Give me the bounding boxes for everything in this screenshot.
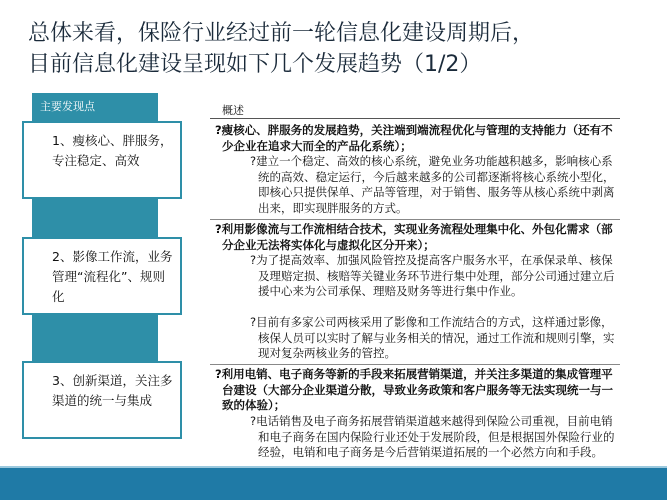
finding-box-1: 1、瘦核心、胖服务，专注稳定、高效 [22,121,182,199]
finding-box-3: 3、创新渠道，关注多渠道的统一与集成 [22,361,182,439]
section-divider-1 [210,219,620,220]
finding-box-2: 2、影像工作流，业务管理“流程化”、规则化 [22,237,182,315]
section-1-main-bullet: ?瘦核心、胖服务的发展趋势，关注端到端流程优化与管理的支持能力（还有不少企业在追求大而全的产品化系统）； [215,123,613,153]
overview-label: 概述 [222,104,244,117]
page-number: 4 [26,452,32,462]
section-3-main-bullet: ?利用电销、电子商务等新的手段来拓展营销渠道，并关注多渠道的集成管理平台建设（大部分企业渠道分散，导致业务政策和客户服务等无法实现统一与一致的体验）； [215,367,613,412]
slide-title [28,18,648,80]
footer-bar [0,468,667,500]
section-3-sub-bullet-1: ?电话销售及电子商务拓展营销渠道越来越得到保险公司重视，目前电销和电子商务在国内保险行业还处于发展阶段，但是根据国外保险行业的经验，电销和电子商务是今后营销渠道拓展的一个必然方向和手段。 [250,414,615,459]
section-2-sub-bullet-2: ?目前有多家公司两核采用了影像和工作流结合的方式，这样通过影像，核保人员可以实时了解与业务相关的情况，通过工作流和规则引擎，实现对复杂两核业务的管控。 [250,315,615,360]
title-line-1: 总体来看，保险行业经过前一轮信息化建设周期后， [28,21,535,46]
section-divider-2 [210,364,620,365]
sidebar-header: 主要发现点 [40,100,95,113]
title-line-2: 目前信息化建设呈现如下几个发展趋势（1/2） [28,52,482,77]
section-2-sub-bullet-1: ?为了提高效率、加强风险管控及提高客户服务水平，在承保录单、核保及理赔定损、核赔等关键业务环节进行集中处理，部分公司通过建立后援中心来为公司承保、理赔及财务等进行集中作业。 [250,253,615,298]
section-2-main-bullet: ?利用影像流与工作流相结合技术，实现业务流程处理集中化、外包化需求（部分企业无法将实体化与虚拟化区分开来）； [215,222,613,252]
overview-divider [210,118,620,119]
section-1-sub-bullet-1: ?建立一个稳定、高效的核心系统，避免业务功能越积越多，影响核心系统的高效、稳定运行，今后越来越多的公司都逐渐将核心系统小型化，即核心只提供保单、产品等管理，对于销售、服务等从核心系统中剥离出来，即实现胖服务的方式。 [250,154,615,215]
